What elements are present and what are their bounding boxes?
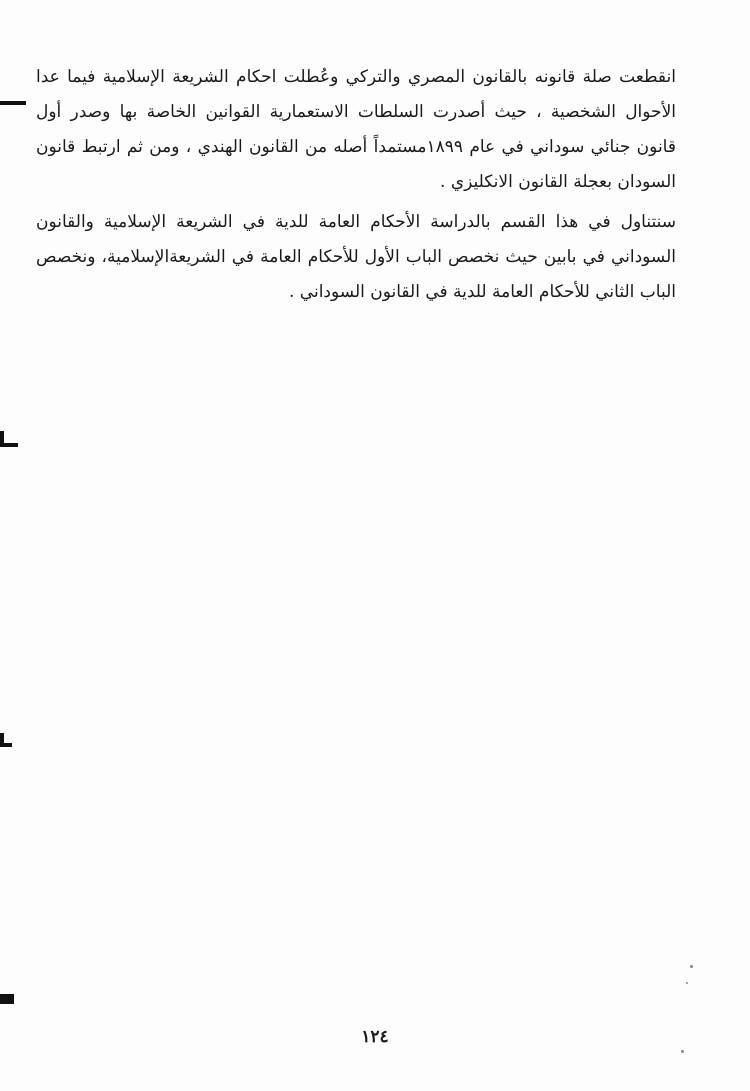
binding-mark [0, 743, 12, 747]
text-line: قانون جنائي سوداني في عام ١٨٩٩مستمداً أصله من القانون الهندي ، ومن ثم ارتبط قانون [36, 137, 676, 157]
text-line: سنتناول في هذا القسم بالدراسة الأحكام العامة للدية في الشريعة الإسلامية والقانون [36, 212, 676, 232]
text-line: السودان بعجلة القانون الانكليزي . [440, 172, 676, 192]
binding-mark [0, 101, 26, 105]
scan-speck [686, 982, 688, 984]
binding-mark [0, 994, 14, 1004]
paragraph-1 [36, 60, 676, 200]
paragraph-2 [36, 205, 676, 310]
page-number: ١٢٤ [361, 1027, 389, 1047]
scan-speck [681, 1050, 684, 1053]
binding-mark [0, 443, 18, 447]
text-line: الباب الثاني للأحكام العامة للدية في القانون السوداني . [289, 282, 676, 302]
text-line: انقطعت صلة قانونه بالقانون المصري والتركي وعُطلت احكام الشريعة الإسلامية فيما عدا [36, 67, 676, 87]
text-line: السوداني في بابين حيث نخصص الباب الأول للأحكام العامة في الشريعةالإسلامية، ونخصص [36, 247, 676, 267]
text-line: الأحوال الشخصية ، حيث أصدرت السلطات الاستعمارية القوانين الخاصة بها وصدر أول [36, 102, 676, 122]
scan-speck [690, 965, 693, 968]
